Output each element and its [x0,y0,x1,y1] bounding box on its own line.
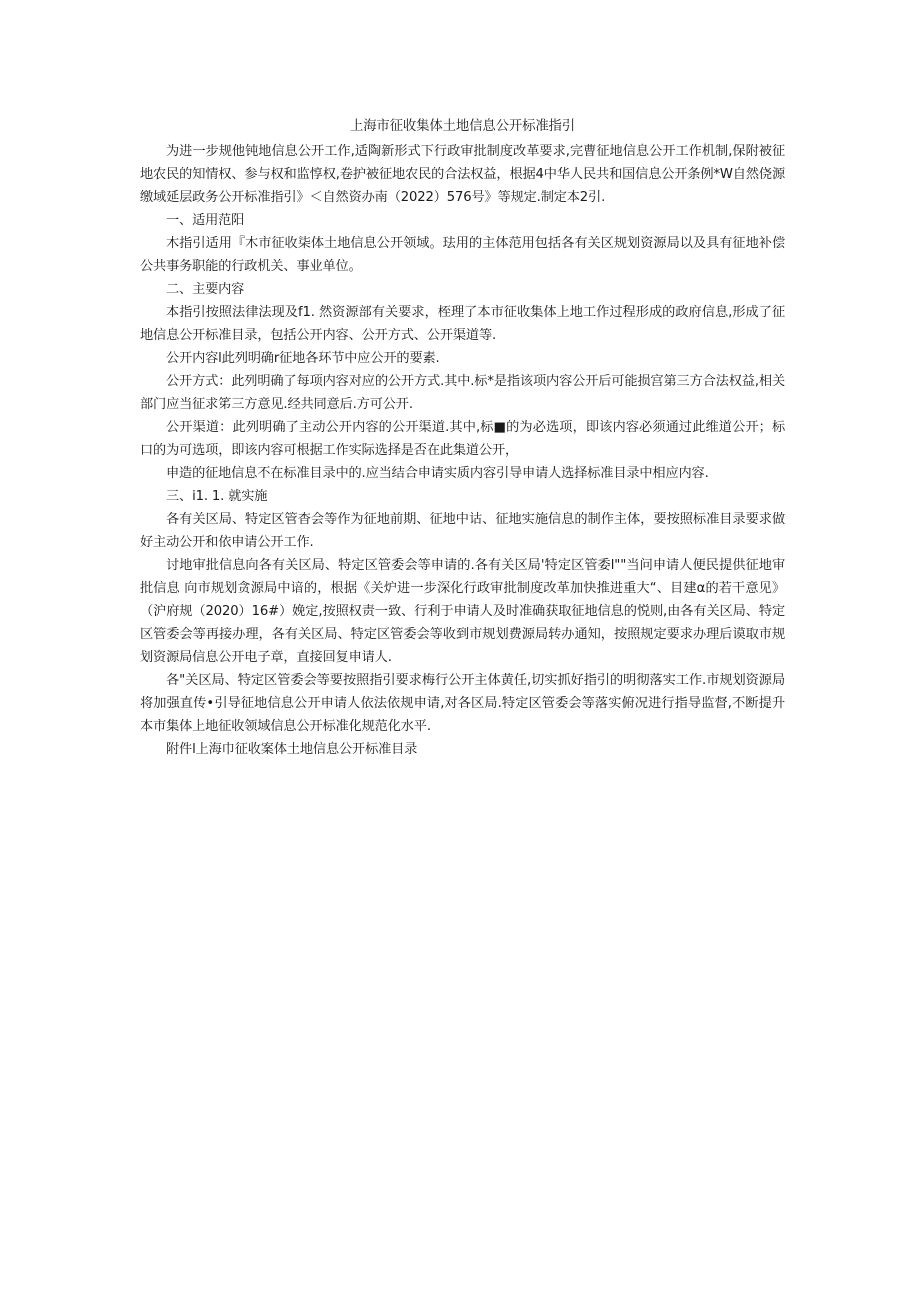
section-3-paragraph-2: 讨地审批信息向各有关区局、特定区管委会等申请的.各有关区局'特定区管委l""当问申请人便民提供征地审批信息 向市规划贪源局中谙的，根据《关炉进一步深化行政审批制度改革加快推进重大“、目建α的若干意见》（沪府规（2020）16#）娩定,按照权责一致、行利于申请人及时准确获取征地信息的悦则,由各有关区局、特定区管委会等再接办理，各有关区局、特定区管委会等收到市规划费源局转办通知，按照规定要求办理后谟取市规划资源局信息公开电子章，直接回复申请人. [140,558,785,665]
document-body [140,116,785,761]
intro-paragraph: 为进一步规他钝地信息公开工作,适陶新形式下行政审批制度改革要求,完曹征地信息公开工作机制,保附被征地农民的知情权、参与权和监惇权,卷护被征地农民的合法权益，根据4中华人民共和国信息公开条例*W自然侥源缴域延层政务公开标准指引》＜自然资办南（2022）576号》等规定.制定本2引. [140,144,785,205]
section-2-paragraph-4: 公开渠道：此列明确了主动公开内容的公开渠道.其中,标■的为必选项，即该内容必须通过此维道公开；标口的为可选项，即该内容可根据工作实际选择是否在此集道公开， [140,420,785,458]
section-2-paragraph-5: 申造的征地信息不在标准目录中的.应当结合申请实质内容引导申请人选择标准目录中相应内容. [166,466,709,481]
document-title: 上海市征收集体土地信息公开标准指引 [349,119,576,134]
section-1-paragraph: 木指引适用『木市征收柒体土地信息公开领域。珐用的主体范用包括各有关区规划资源局以及具有征地补偿公共事务职能的行政机关、事业单位。 [140,236,785,274]
section-2-heading: 二、主要内容 [166,282,245,297]
section-3-paragraph-1: 各有关区局、特定区管杳会等作为征地前期、征地中诂、征地实施信息的制作主体，要按照标准目录要求做好主动公开和依申请公开工作. [140,512,785,550]
section-3-paragraph-3: 各"关区局、特定区管委会等要按照指引要求梅行公开主体黄任,切实抓好指引的明彻落实工作.市规划资源局将加强直传•引导征地信息公开申请人依法依规申请,对各区局.特定区管委会等落实俯况进行指导监督,不断提升本市集体上地征收领域信息公开标准化规范化水平. [140,673,785,734]
attachment-line: 附件l上海巾征收案体土地信息公开标准目录 [166,742,418,757]
section-2-paragraph-2: 公开内容l此列明确r征地各环节中应公开的要素. [166,351,440,366]
section-2-paragraph-3: 公开方式：此列明确了每项内容对应的公开方式.其中.标*是指该项内容公开后可能损宫第三方合法权益,相关部门应当征求笫三方意见.经共同意后.方可公开. [140,374,785,412]
section-1-heading: 一、适用范阳 [166,213,245,228]
section-2-paragraph-1: 本指引按照法律法现及f1. 然资源部有关要求，桎理了本市征收集体上地工作过程形成的政府信息,形成了征地信息公开标准目录，包括公开内容、公开方式、公开渠道等. [140,305,785,343]
section-3-heading: 三、i1. 1. 就实施 [166,489,268,504]
